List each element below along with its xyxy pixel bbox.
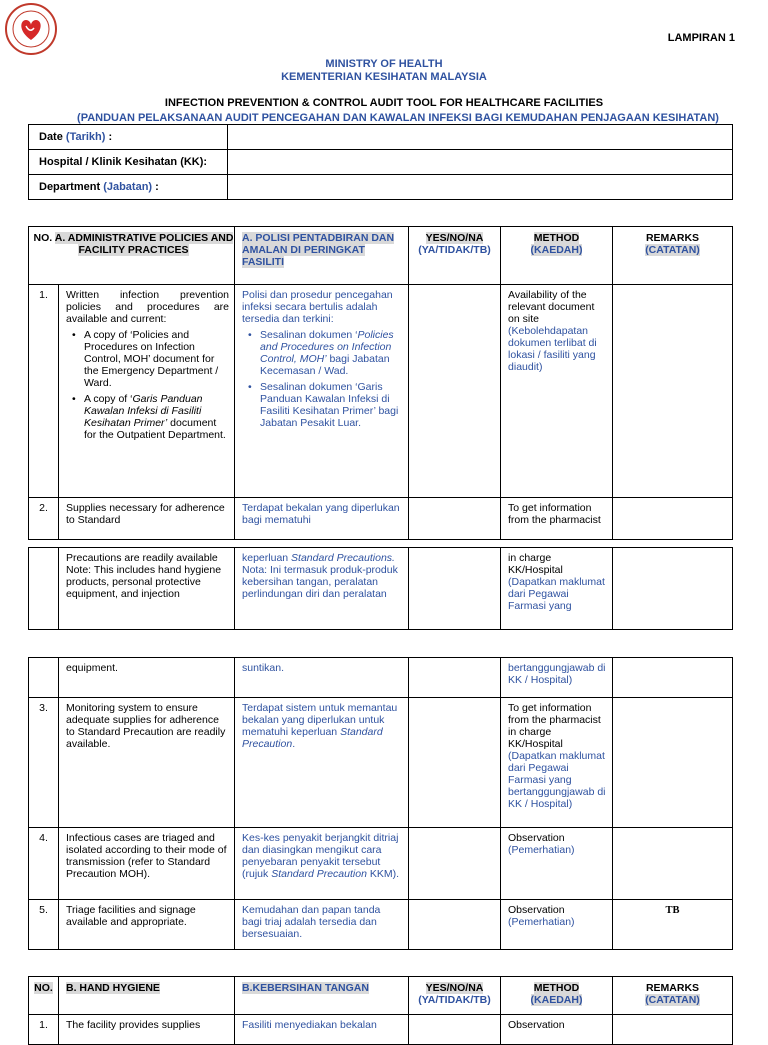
row-number: 1. (29, 285, 59, 498)
row-criteria-ms: Polisi dan prosedur pencegahan infeksi secara bertulis adalah tersedia dan terkini: • Sesalinan dokumen ‘Policies and Procedures on Infection Control, MOH’ bagi Jabatan Kecemasan / Wad. • Sesalinan dokumen ‘Garis Panduan Kawalan Infeksi di Fasiliti Kesihatan Primer’ bagi Jabatan Pesakit Luar. (235, 285, 409, 498)
section-a-title-ms: A. POLISI PENTADBIRAN DAN AMALAN DI PERINGKAT FASILITI (235, 227, 409, 285)
table-row (29, 498, 733, 540)
section-b-table (28, 976, 733, 1045)
answer-cell[interactable] (409, 498, 501, 540)
audit-title: INFECTION PREVENTION & CONTROL AUDIT TOOL FOR HEALTHCARE FACILITIES (164, 97, 604, 109)
table-row (29, 900, 733, 950)
method-cell: Observation (501, 1015, 613, 1045)
table-row (29, 548, 733, 630)
answer-cell[interactable] (409, 900, 501, 950)
answer-cell[interactable] (409, 698, 501, 828)
yes-no-header: YES/NO/NA (YA/TIDAK/TB) (409, 977, 501, 1015)
section-b-title-ms: B.KEBERSIHAN TANGAN (235, 977, 409, 1015)
date-row (29, 125, 733, 150)
ministry-en: MINISTRY OF HEALTH (325, 58, 443, 70)
method-cell: bertanggungjawab di KK / Hospital) (501, 658, 613, 698)
method-cell: To get information from the pharmacist (501, 498, 613, 540)
method-cell: Observation (Pemerhatian) (501, 900, 613, 950)
section-b-no: NO. (29, 977, 59, 1015)
section-b-title-en: B. HAND HYGIENE (59, 977, 235, 1015)
row-criteria-en: Infectious cases are triaged and isolated according to their mode of transmission (refer to Standard Precaution MOH). (59, 828, 235, 900)
row-criteria-ms: Kemudahan dan papan tanda bagi triaj adalah tersedia dan bersesuaian. (235, 900, 409, 950)
list-item: • Sesalinan dokumen ‘Policies and Procedures on Infection Control, MOH’ bagi Jabatan Kecemasan / Wad. (254, 329, 403, 377)
remarks-header: REMARKS (CATATAN) (613, 977, 733, 1015)
row-number: 5. (29, 900, 59, 950)
audit-subtitle: (PANDUAN PELAKSANAAN AUDIT PENCEGAHAN DAN KAWALAN INFEKSI BAGI KEMUDAHAN PENJAGAAN KESIHATAN) (77, 112, 719, 124)
table-row (29, 698, 733, 828)
table-row (29, 828, 733, 900)
method-cell: Observation (Pemerhatian) (501, 828, 613, 900)
row-criteria-ms: Terdapat bekalan yang diperlukan bagi mematuhi (235, 498, 409, 540)
section-a-header (29, 227, 733, 285)
answer-cell[interactable] (409, 658, 501, 698)
table-row (29, 1015, 733, 1045)
row-criteria-ms: Kes-kes penyakit berjangkit ditriaj dan diasingkan mengikut cara penyebaran penyakit tersebut (rujuk Standard Precaution KKM). (235, 828, 409, 900)
remarks-cell[interactable] (613, 285, 733, 498)
remarks-cell[interactable] (613, 498, 733, 540)
section-a-table-cont2 (28, 657, 733, 950)
row-criteria-ms: Fasiliti menyediakan bekalan (235, 1015, 409, 1045)
yes-no-header: YES/NO/NA (YA/TIDAK/TB) (409, 227, 501, 285)
list-item: • A copy of ‘Garis Panduan Kawalan Infeksi di Fasiliti Kesihatan Primer’ document for the Outpatient Department. (78, 393, 229, 441)
section-a-title-en: NO. A. ADMINISTRATIVE POLICIES AND FACILITY PRACTICES (29, 227, 235, 285)
row-number (29, 548, 59, 630)
method-header: METHOD (KAEDAH) (501, 227, 613, 285)
row-criteria-en: Supplies necessary for adherence to Standard (59, 498, 235, 540)
remarks-cell[interactable] (613, 548, 733, 630)
row-criteria-ms: keperluan Standard Precautions. Nota: Ini termasuk produk-produk kebersihan tangan, peralatan perlindungan diri dan peralatan (235, 548, 409, 630)
table-row (29, 658, 733, 698)
row-criteria-en: Monitoring system to ensure adequate supplies for adherence to Standard Precaution are readily available. (59, 698, 235, 828)
method-cell: To get information from the pharmacist in charge KK/Hospital (Dapatkan maklumat dari Pegawai Farmasi yang bertanggungjawab di KK / Hospital) (501, 698, 613, 828)
table-row (29, 285, 733, 498)
answer-cell[interactable] (409, 548, 501, 630)
row-criteria-en: Precautions are readily available Note: This includes hand hygiene products, personal protective equipment, and injection (59, 548, 235, 630)
department-label: Department (Jabatan) : (29, 175, 228, 200)
ministry-logo (4, 2, 58, 56)
answer-cell[interactable] (409, 285, 501, 498)
method-cell: in charge KK/Hospital (Dapatkan maklumat dari Pegawai Farmasi yang (501, 548, 613, 630)
department-row (29, 175, 733, 200)
row-criteria-ms: suntikan. (235, 658, 409, 698)
lampiran-label: LAMPIRAN 1 (667, 32, 735, 44)
date-field[interactable] (228, 125, 733, 150)
section-a-table (28, 226, 733, 540)
info-table (28, 124, 733, 200)
list-item: • A copy of ‘Policies and Procedures on Infection Control, MOH’ document for the Emergency Department / Ward. (78, 329, 229, 389)
row-criteria-en: equipment. (59, 658, 235, 698)
date-label: Date (Tarikh) : (29, 125, 228, 150)
answer-cell[interactable] (409, 1015, 501, 1045)
method-cell: Availability of the relevant document on site (Kebolehdapatan dokumen terlibat di lokasi / fasiliti yang diaudit) (501, 285, 613, 498)
row-criteria-ms: Terdapat sistem untuk memantau bekalan yang diperlukan untuk mematuhi keperluan Standard Precaution. (235, 698, 409, 828)
remarks-cell[interactable] (613, 1015, 733, 1045)
remarks-header: REMARKS (CATATAN) (613, 227, 733, 285)
ministry-ms: KEMENTERIAN KESIHATAN MALAYSIA (281, 71, 487, 83)
row-number: 2. (29, 498, 59, 540)
list-item: • Sesalinan dokumen ‘Garis Panduan Kawalan Infeksi di Fasiliti Kesihatan Primer’ bagi Jabatan Pesakit Luar. (254, 381, 403, 429)
row-number: 4. (29, 828, 59, 900)
remarks-cell[interactable] (613, 698, 733, 828)
remarks-cell[interactable] (613, 828, 733, 900)
remarks-cell[interactable]: TB (613, 900, 733, 950)
row-number (29, 658, 59, 698)
row-criteria-en: The facility provides supplies (59, 1015, 235, 1045)
method-header: METHOD (KAEDAH) (501, 977, 613, 1015)
row-criteria-en: Triage facilities and signage available and appropriate. (59, 900, 235, 950)
remarks-cell[interactable] (613, 658, 733, 698)
row-number: 1. (29, 1015, 59, 1045)
section-b-header (29, 977, 733, 1015)
row-criteria-en: Written infection prevention policies and procedures are available and current: • A copy of ‘Policies and Procedures on Infection Control, MOH’ document for the Emergency Department / Ward. • A copy of ‘Garis Panduan Kawalan Infeksi di Fasiliti Kesihatan Primer’ document for the Outpatient Department. (59, 285, 235, 498)
section-a-table-cont (28, 547, 733, 630)
hospital-row (29, 150, 733, 175)
department-field[interactable] (228, 175, 733, 200)
row-number: 3. (29, 698, 59, 828)
ministry-heading (0, 58, 768, 84)
answer-cell[interactable] (409, 828, 501, 900)
hospital-field[interactable] (228, 150, 733, 175)
hospital-label: Hospital / Klinik Kesihatan (KK): (29, 150, 228, 175)
